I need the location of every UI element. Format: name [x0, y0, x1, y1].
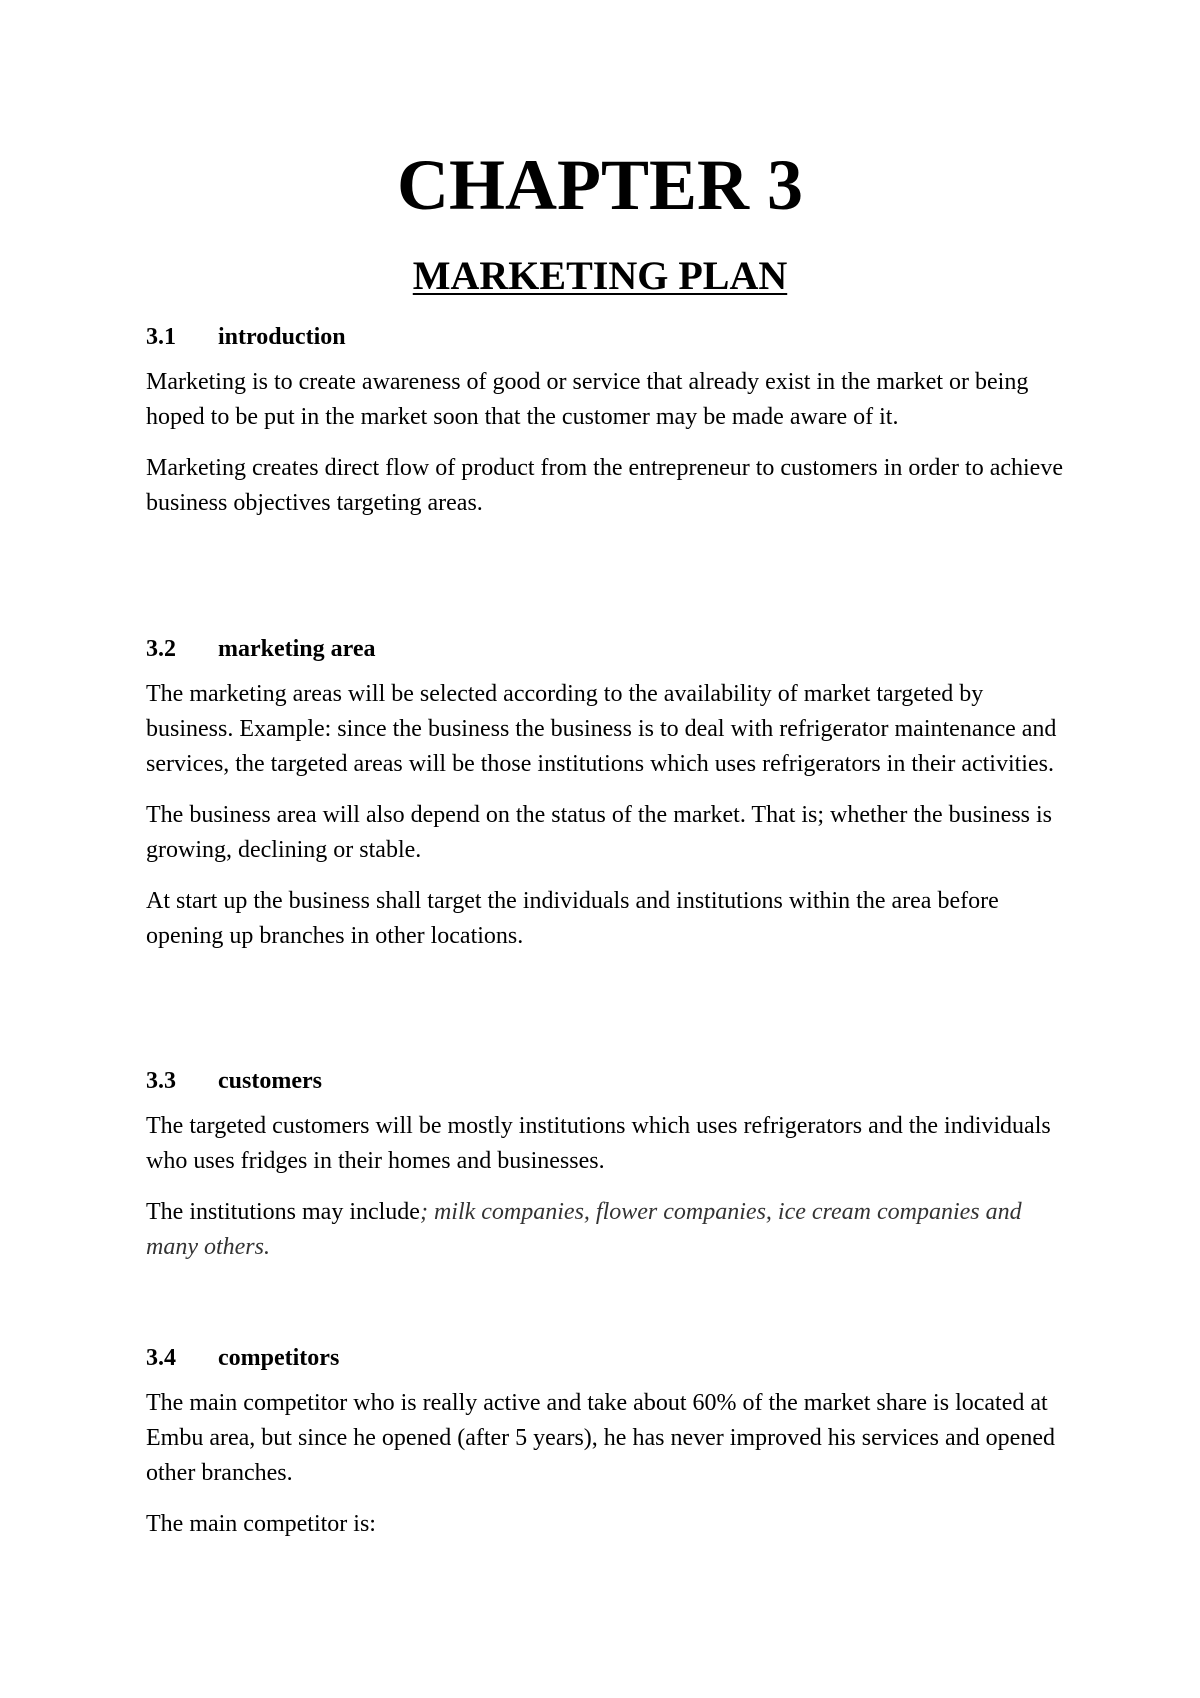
paragraph-mixed	[146, 1195, 1066, 1265]
section-customers	[146, 1065, 1066, 1281]
paragraph: The marketing areas will be selected according to the availability of market targeted by business. Example: since the business the business is to deal with refrigerator maintenance and services, the targeted areas will be those institutions which uses refrigerators in their activities.	[146, 681, 1057, 777]
paragraph: The main competitor is:	[146, 1511, 376, 1537]
paragraph: The targeted customers will be mostly institutions which uses refrigerators and the individuals who uses fridges in their homes and businesses.	[146, 1113, 1051, 1174]
chapter-title: CHAPTER 3	[396, 145, 804, 225]
section-heading	[146, 1342, 1066, 1374]
section-title: customers	[218, 1068, 322, 1094]
paragraph: The business area will also depend on the status of the market. That is; whether the business is growing, declining or stable.	[146, 802, 1053, 863]
section-competitors	[146, 1342, 1066, 1558]
section-title: competitors	[218, 1345, 340, 1371]
section-introduction	[146, 321, 1066, 537]
section-heading	[146, 1065, 1066, 1097]
paragraph: Marketing creates direct flow of product from the entrepreneur to customers in order to achieve business objectives targeting areas.	[146, 455, 1063, 516]
section-number: 3.3	[146, 1068, 176, 1094]
section-title: introduction	[218, 324, 346, 350]
paragraph-italic-text: ; milk companies, flower companies, ice cream companies and many others.	[146, 1199, 1022, 1260]
chapter-subtitle: MARKETING PLAN	[412, 253, 788, 298]
section-number: 3.4	[146, 1345, 176, 1371]
section-heading	[146, 633, 1066, 665]
section-heading	[146, 321, 1066, 353]
paragraph: Marketing is to create awareness of good or service that already exist in the market or being hoped to be put in the market soon that the customer may be made aware of it.	[146, 369, 1029, 430]
section-number: 3.1	[146, 324, 176, 350]
section-title: marketing area	[218, 636, 376, 662]
section-marketing-area	[146, 633, 1066, 970]
paragraph: At start up the business shall target the individuals and institutions within the area before opening up branches in other locations.	[146, 888, 999, 949]
section-number: 3.2	[146, 636, 176, 662]
paragraph: The main competitor who is really active and take about 60% of the market share is located at Embu area, but since he opened (after 5 years), he has never improved his services and opened other branches.	[146, 1390, 1055, 1486]
paragraph-plain-text: The institutions may include	[146, 1199, 420, 1225]
